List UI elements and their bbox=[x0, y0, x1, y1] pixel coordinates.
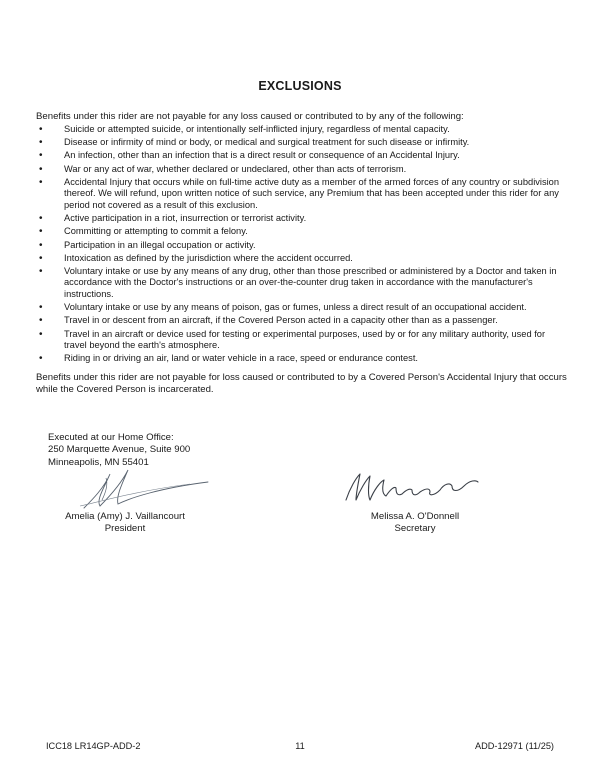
exclusions-list bbox=[36, 124, 566, 367]
list-item: • Committing or attempting to commit a felony. bbox=[36, 226, 566, 238]
incarceration-paragraph: Benefits under this rider are not payable for loss caused or contributed to by a Covered Person's Accidental Injury that occurs while the Covered Person is incarcerated. bbox=[36, 372, 567, 395]
office-heading: Executed at our Home Office: bbox=[48, 432, 174, 443]
office-city: Minneapolis, MN 55401 bbox=[48, 456, 149, 468]
list-item: • Disease or infirmity of mind or body, or medical and surgical treatment for such disease or infirmity. bbox=[36, 137, 566, 149]
office-street: 250 Marquette Avenue, Suite 900 bbox=[48, 444, 191, 456]
list-item: • War or any act of war, whether declared or undeclared, other than acts of terrorism. bbox=[36, 164, 566, 176]
president-signature-block bbox=[50, 511, 200, 536]
list-item: • Suicide or attempted suicide, or intentionally self-inflicted injury, regardless of mental capacity. bbox=[36, 124, 566, 136]
secretary-signature-block bbox=[340, 511, 490, 536]
president-title: President bbox=[104, 523, 146, 535]
secretary-name: Melissa A. O'Donnell bbox=[370, 511, 460, 522]
secretary-title: Secretary bbox=[394, 523, 436, 535]
list-item: • An infection, other than an infection that is a direct result or consequence of an Accidental Injury. bbox=[36, 150, 566, 162]
list-item: • Riding in or driving an air, land or water vehicle in a race, speed or endurance contest. bbox=[36, 353, 566, 365]
list-item: • Travel in an aircraft or device used for testing or experimental purposes, used by or for any military authority, used for travel beyond the earth's atmosphere. bbox=[36, 329, 566, 352]
list-item: • Voluntary intake or use by any means of poison, gas or fumes, unless a direct result of an occupational accident. bbox=[36, 302, 566, 314]
footer-form-id: ICC18 LR14GP-ADD-2 bbox=[46, 741, 141, 751]
list-item: • Accidental Injury that occurs while on full-time active duty as a member of the armed forces of any country or subdivision thereof. We will refund, upon written notice of such service, any Premium that has been accepted under this rider for any period not covered as a result of this exclusion. bbox=[36, 177, 566, 212]
footer-form-code: ADD-12971 (11/25) bbox=[475, 741, 554, 751]
list-item: • Travel in or descent from an aircraft, if the Covered Person acted in a capacity other than as a passenger. bbox=[36, 315, 566, 327]
secretary-signature bbox=[340, 468, 490, 510]
list-item: • Voluntary intake or use by any means of any drug, other than those prescribed or administered by a Doctor and taken in accordance with the Doctor's instructions or an over-the-counter drug taken in accordance with the manufacturer's instructions. bbox=[36, 266, 566, 301]
exclusions-title: EXCLUSIONS bbox=[258, 79, 342, 93]
list-item: • Intoxication as defined by the jurisdiction where the accident occurred. bbox=[36, 253, 566, 265]
list-item: • Active participation in a riot, insurrection or terrorist activity. bbox=[36, 213, 566, 225]
footer-page-number: 11 bbox=[295, 741, 305, 751]
list-item: • Participation in an illegal occupation or activity. bbox=[36, 240, 566, 252]
president-signature bbox=[70, 462, 220, 512]
president-name: Amelia (Amy) J. Vaillancourt bbox=[65, 511, 185, 522]
intro-paragraph: Benefits under this rider are not payable for any loss caused or contributed to by any of the following: bbox=[36, 111, 464, 122]
